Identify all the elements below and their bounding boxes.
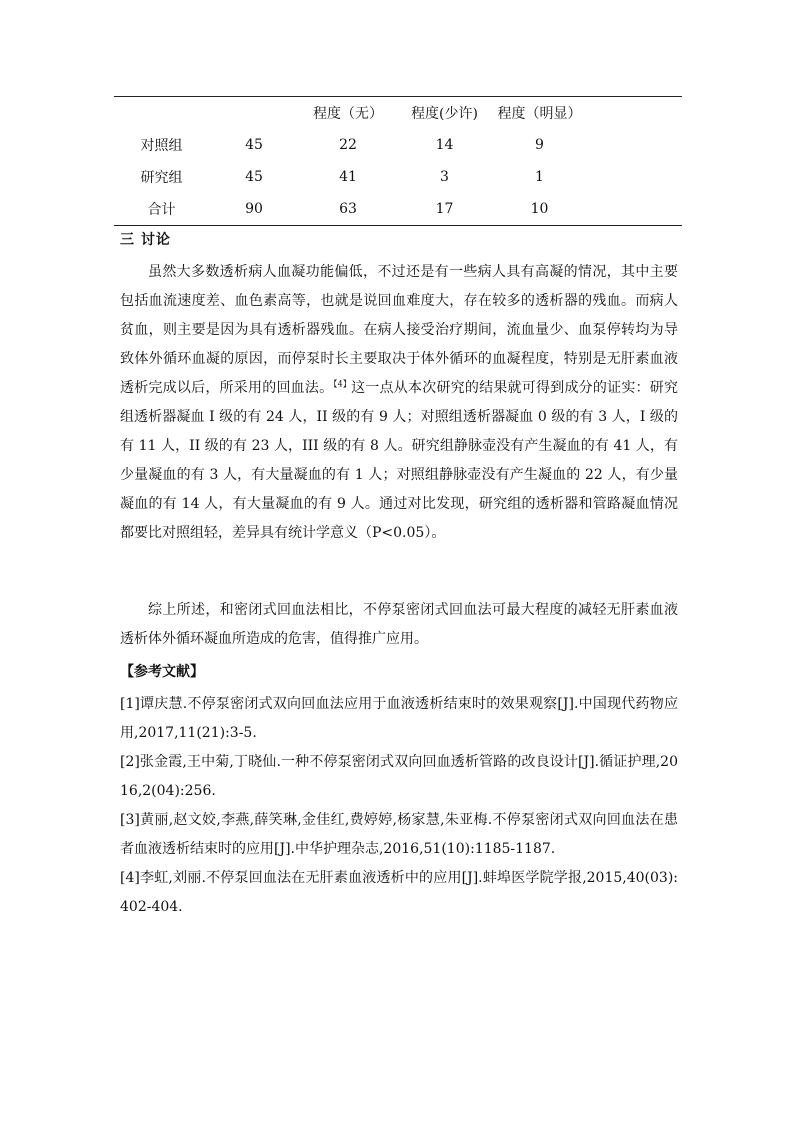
table-cell: 90 bbox=[245, 201, 263, 217]
reference-item: [4]李虹,刘丽.不停泵回血法在无肝素血液透析中的应用[J].蚌埠医学院学报,2015,40(03):402-404. bbox=[120, 870, 678, 915]
results-table bbox=[114, 96, 682, 226]
table-cell: 对照组 bbox=[140, 138, 183, 154]
reference-list bbox=[120, 690, 678, 922]
reference-item: [2]张金霞,王中菊,丁晓仙.一种不停泵密闭式双向回血透析管路的改良设计[J].循证护理,2016,2(04):256. bbox=[120, 754, 678, 799]
table-row bbox=[114, 193, 682, 225]
discussion-paragraph bbox=[120, 258, 678, 548]
table-bottom-rule bbox=[114, 225, 682, 226]
table-cell: 22 bbox=[339, 137, 357, 153]
conclusion-paragraph: 综上所述，和密闭式回血法相比，不停泵密闭式回血法可最大程度的减轻无肝素血液透析体外循环凝血所造成的危害，值得推广应用。 bbox=[120, 602, 678, 647]
table-row bbox=[114, 161, 682, 193]
table-cell: 14 bbox=[435, 137, 454, 153]
reference-item: [1]谭庆慧.不停泵密闭式双向回血法应用于血液透析结束时的效果观察[J].中国现代药物应用,2017,11(21):3-5. bbox=[120, 696, 678, 741]
table-cell: 研究组 bbox=[140, 170, 183, 186]
paragraph-text: 这一点从本次研究的结果就可得到成分的证实：研究组透析器凝血 I 级的有 24 人，II 级的有 9 人；对照组透析器凝血 0 级的有 3 人，I 级的有 11 人，II 级的有 23 人，III 级的有 8 人。研究组静脉壶没有产生凝血的有 41 人，有少量凝血的有 3 人，有大量凝血的有 1 人；对照组静脉壶没有产生凝血的 22 人，有少量凝血的有 14 人，有大量凝血的有 9 人。通过对比发现，研究组的透析器和管路凝血情况都要比对照组轻，差异具有统计学意义（P<0.05）。 bbox=[120, 380, 679, 541]
table-cell: 17 bbox=[435, 201, 454, 217]
table-cell: 10 bbox=[530, 201, 549, 217]
table-cell: 3 bbox=[440, 169, 449, 185]
header-cell bbox=[209, 97, 299, 129]
table-cell: 1 bbox=[535, 169, 544, 185]
table-cell: 41 bbox=[339, 169, 357, 185]
coagulation-table bbox=[114, 97, 682, 225]
citation-marker: 【4】 bbox=[333, 379, 352, 389]
table-header-row bbox=[114, 97, 682, 129]
table-cell: 9 bbox=[535, 137, 544, 153]
table-cell: 45 bbox=[245, 169, 263, 185]
table-cell: 合计 bbox=[147, 202, 176, 218]
section-heading: 三 讨论 bbox=[120, 232, 171, 248]
header-cell: 程度(少许) bbox=[411, 106, 478, 122]
reference-item: [3]黄丽,赵文姣,李燕,薛笑琳,金佳红,费婷婷,杨家慧,朱亚梅.不停泵密闭式双向回血法在患者血液透析结束时的应用[J].中华护理杂志,2016,51(10):1185-1187. bbox=[120, 812, 678, 857]
paragraph-text: 虽然大多数透析病人血凝功能偏低，不过还是有一些病人具有高凝的情况，其中主要包括血流速度差、血色素高等，也就是说回血难度大，存在较多的透析器的残血。而病人贫血，则主要是因为具有透析器残血。在病人接受治疗期间，流血量少、血泵停转均为导致体外循环血凝的原因，而停泵时长主要取决于体外循环的血凝程度，特别是无肝素血液透析完成以后，所采用的回血法。 bbox=[120, 264, 678, 396]
table-row bbox=[114, 129, 682, 161]
references-heading: 【参考文献】 bbox=[120, 664, 204, 680]
table-cell: 45 bbox=[245, 137, 263, 153]
table-cell: 63 bbox=[339, 201, 357, 217]
header-cell: 程度（明显） bbox=[497, 106, 582, 122]
header-cell: 程度（无） bbox=[313, 106, 383, 122]
header-cell bbox=[114, 97, 209, 129]
